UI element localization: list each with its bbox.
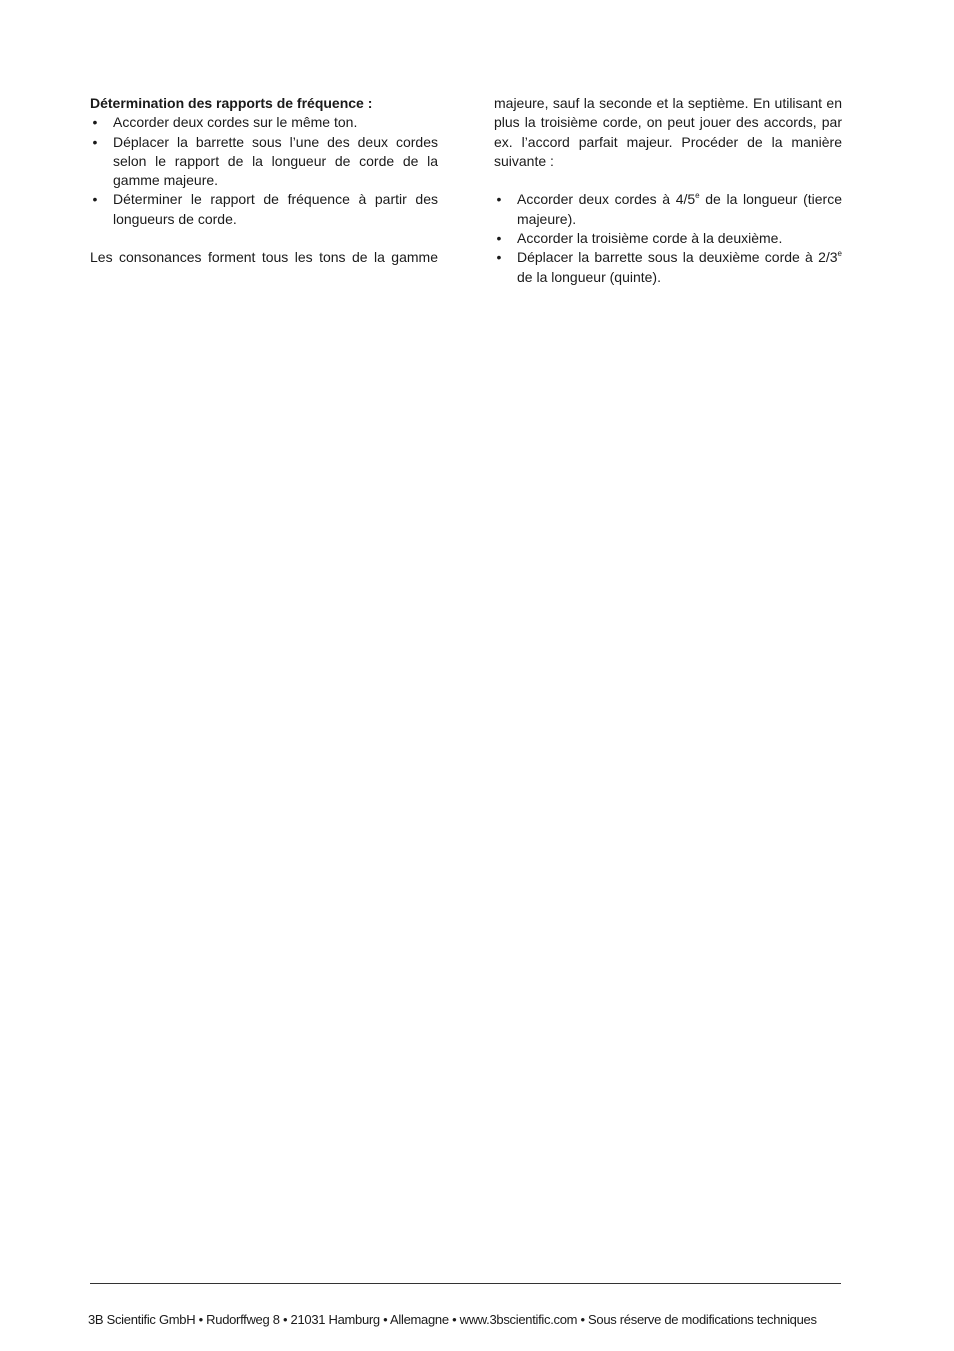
- section-heading: Détermination des rapports de fréquence :: [90, 95, 373, 111]
- bullet-icon: •: [496, 230, 502, 247]
- page-footer: 3B Scientific GmbH • Rudorffweg 8 • 21031 Hamburg • Allemagne • www.3bscientific.com • Sous réserve de modifications techniques: [88, 1312, 817, 1327]
- footer-divider: [90, 1283, 841, 1284]
- bullet-icon: •: [92, 114, 98, 131]
- bullet-icon: •: [496, 191, 502, 208]
- left-column: [90, 94, 438, 268]
- body-paragraph: Les consonances forment tous les tons de la gamme: [90, 249, 438, 266]
- right-column: [494, 94, 842, 287]
- list-item: • Déplacer la barrette sous l’une des deux cordes selon le rapport de la longueur de corde de la gamme majeure.: [90, 133, 438, 191]
- list-item: • Déplacer la barrette sous la deuxième corde à 2/3e de la longueur (quinte).: [494, 248, 842, 287]
- bullet-icon: •: [496, 249, 502, 266]
- list-item: • Accorder la troisième corde à la deuxième.: [494, 229, 842, 248]
- list-item: • Déterminer le rapport de fréquence à partir des longueurs de corde.: [90, 190, 438, 229]
- body-paragraph: majeure, sauf la seconde et la septième. En utilisant en plus la troisième corde, on peut jouer des accords, par ex. l’accord parfait majeur. Procéder de la manière suivante :: [494, 95, 842, 169]
- list-item: • Accorder deux cordes sur le même ton.: [90, 113, 438, 132]
- bullet-icon: •: [92, 191, 98, 208]
- list-item: • Accorder deux cordes à 4/5e de la longueur (tierce majeure).: [494, 190, 842, 229]
- bullet-icon: •: [92, 133, 98, 150]
- instruction-list: [90, 113, 438, 229]
- procedure-list: [494, 190, 842, 286]
